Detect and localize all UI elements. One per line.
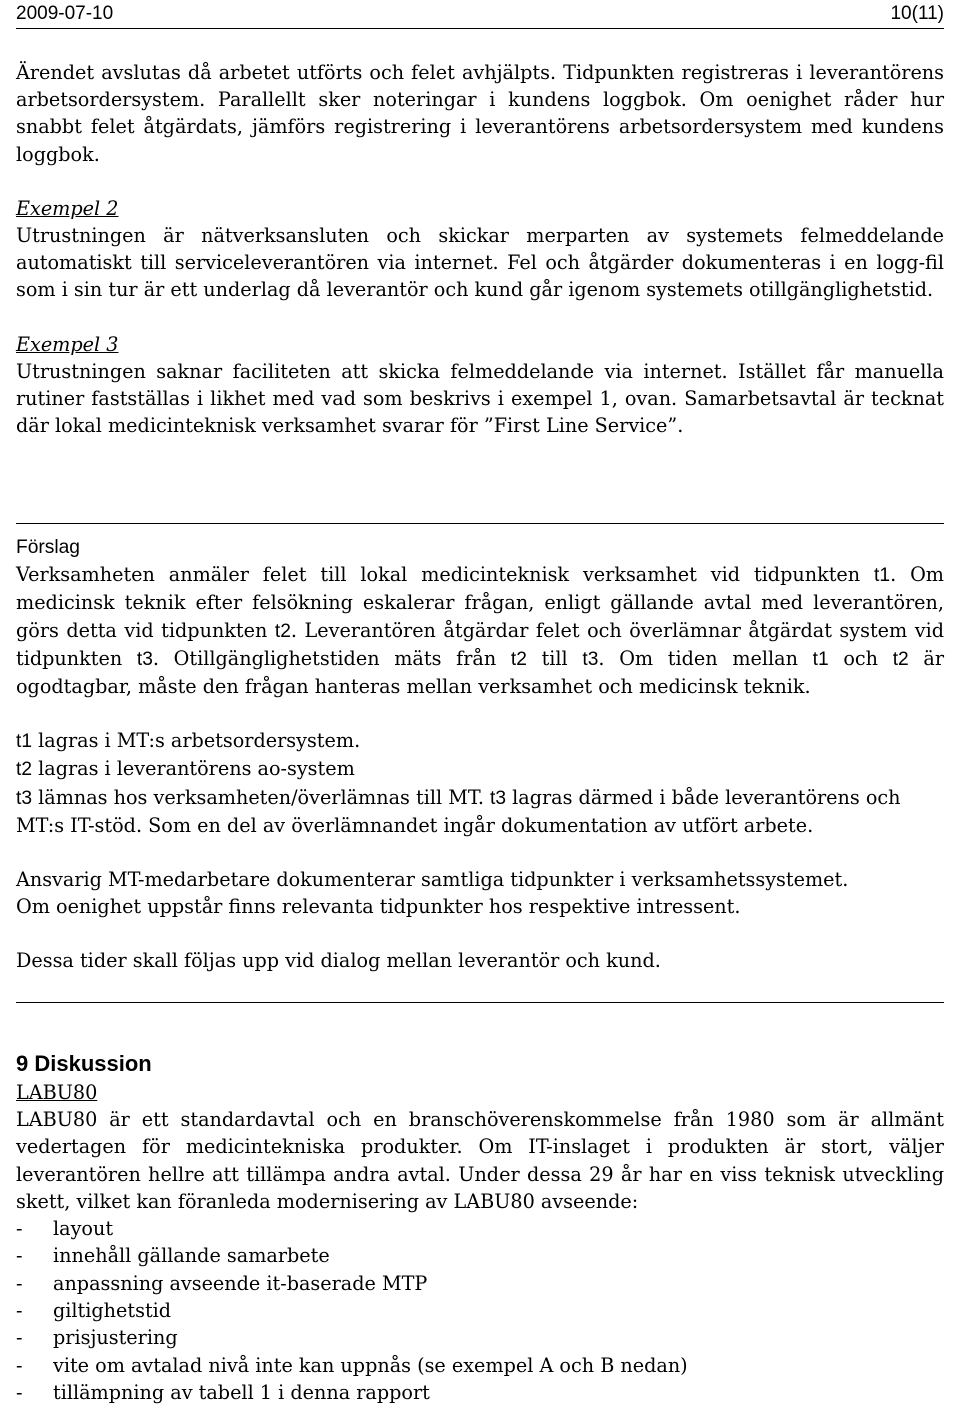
list-item: - layout: [16, 1217, 114, 1241]
list-item: - tillämpning av tabell 1 i denna rapport: [16, 1380, 430, 1404]
labu80-text: LABU80 är ett standardavtal och en branschöverenskommelse från 1980 som är allmänt vedertagen för medicintekniska produkter. Om IT-inslaget i produkten är stort, väljer leverantören hellre att tillämpa andra avtal. Under dessa 29 år har en viss teknisk utveckling skett, vilket kan föranleda modernisering av LABU80 avseende:: [16, 1108, 944, 1213]
proposal-title: Förslag: [16, 537, 80, 558]
list-item: - innehåll gällande samarbete: [16, 1244, 330, 1268]
t2-label: t2: [274, 620, 291, 642]
t3-label: t3: [136, 648, 153, 670]
header-page-number: 10(11): [890, 3, 944, 24]
example-3-title: Exempel 3: [16, 332, 119, 356]
proposal-paragraph: Verksamheten anmäler felet till lokal medicinteknisk verksamhet vid tidpunkten t1. Om medicinsk teknik efter felsökning eskalerar frågan, enligt gällande avtal med leverantören, görs detta vid tidpunkten t2. Leverantören åtgärdar felet och överlämnar åtgärdat system vid tidpunkten t3. Otillgänglighetstiden mäts från t2 till t3. Om tiden mellan t1 och t2 är ogodtagbar, måste den frågan hanteras mellan verksamhet och medicinsk teknik.: [16, 563, 944, 699]
list-item: - vite om avtalad nivå inte kan uppnås (se exempel A och B nedan): [16, 1353, 688, 1377]
followup-paragraph: Dessa tider skall följas upp vid dialog mellan leverantör och kund.: [16, 949, 661, 973]
page-header: [16, 0, 944, 29]
labu80-section: [16, 1079, 944, 1406]
responsibility-paragraph: Ansvarig MT-medarbetare dokumenterar samtliga tidpunkter i verksamhetssystemet. Om oenighet uppstår finns relevanta tidpunkter hos respektive intressent.: [16, 868, 849, 919]
list-item: - prisjustering: [16, 1326, 178, 1350]
example-3-text: Utrustningen saknar faciliteten att skicka felmeddelande via internet. Istället får manuella rutiner fastställas i likhet med vad som beskrivs i exempel 1, ovan. Samarbetsavtal är tecknat där lokal medicinteknisk verksamhet svarar för ”First Line Service”.: [16, 359, 944, 438]
header-date: 2009-07-10: [16, 3, 114, 24]
t1-label: t1: [874, 565, 891, 587]
main-content: [16, 59, 944, 439]
timestamps-paragraph: t1 lagras i MT:s arbetsordersystem. t2 lagras i leverantörens ao-system t3 lämnas hos verksamheten/överlämnas till MT. t3 lagras därmed i både leverantörens och MT:s IT-stöd. Som en del av överlämnandet ingår dokumentation av utfört arbete.: [16, 729, 901, 837]
example-2-text: Utrustningen är nätverksansluten och skickar merparten av systemets felmeddelande automatiskt till serviceleverantören via internet. Fel och åtgärder dokumenteras i en logg-fil som i sin tur är ett underlag då leverantör och kund går igenom systemets otillgänglighetstid.: [16, 224, 944, 302]
list-item: - giltighetstid: [16, 1298, 172, 1322]
section-heading: 9 Diskussion: [16, 1051, 152, 1076]
list-item: - anpassning avseende it-baserade MTP: [16, 1271, 428, 1295]
example-2-title: Exempel 2: [16, 196, 119, 220]
labu80-subheading: LABU80: [16, 1081, 98, 1104]
modernization-list: [16, 1215, 944, 1406]
intro-paragraph: Ärendet avslutas då arbetet utförts och felet avhjälpts. Tidpunkten registreras i leverantörens arbetsordersystem. Parallellt sker noteringar i kundens loggbok. Om oenighet råder hur snabbt felet åtgärdats, jämförs registrering i leverantörens arbetsordersystem med kundens loggbok.: [16, 61, 944, 166]
proposal-box: [16, 523, 944, 1003]
